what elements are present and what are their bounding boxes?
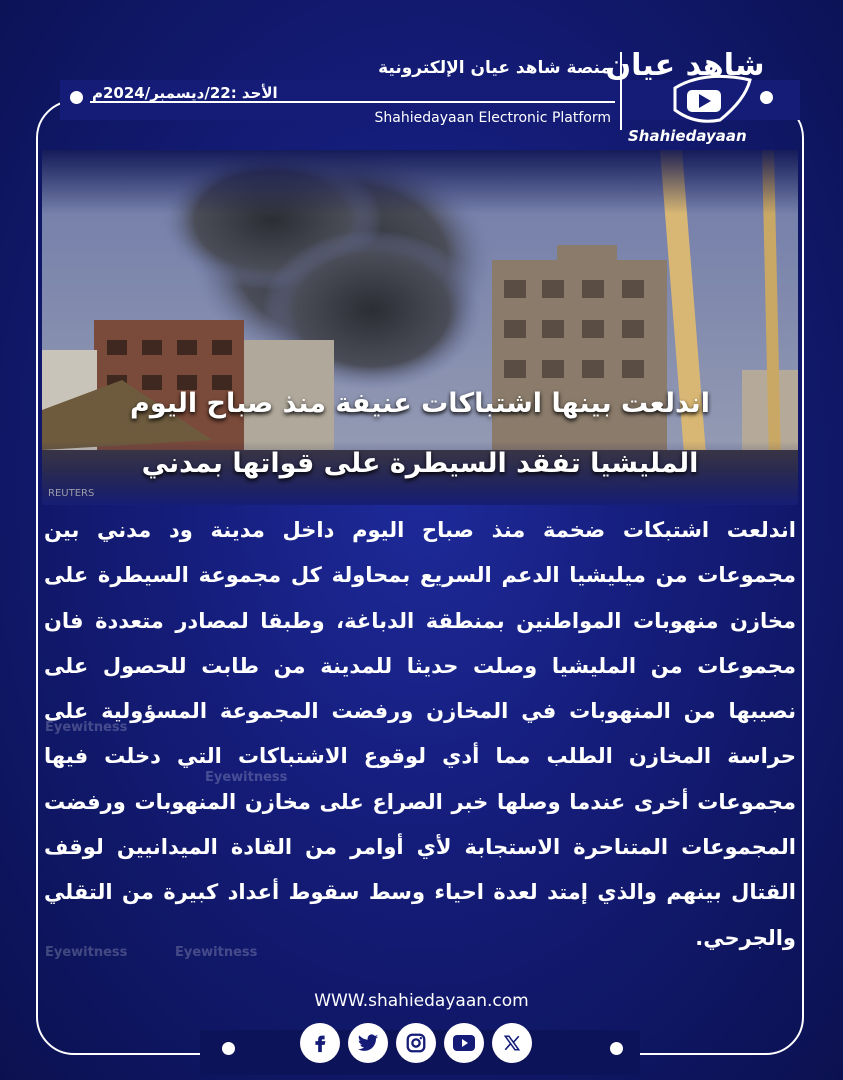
article-body: اندلعت اشتبكات ضخمة منذ صباح اليوم داخل مدينة ود مدني بين مجموعات من ميليشيا الدعم السريع بمحاولة كل مجموعة السيطرة على مخازن منهوبات المواطنين بمنطقة الدباغة، وطبقا لمصادر متعددة فان مجموعات من المليشيا وصلت حديثا للمدينة من طابت للحصول على نصيبها من المنهوبات في المخازن ورفضت المجموعة المسؤولية على حراسة المخازن الطلب مما أدي لوقوع الاشتباكات التي دخلت فيها مجموعات أخرى عندما وصلها خبر الصراع على مخازن المنهوبات ورفضت المجموعات المتناحرة الاستجابة لأي أوامر من القادة الميدانيين لوقف القتال بينهم والذي إمتد لعدة احياء وسط سقوط أعداد كبيرة من التقلي والجرحي. [44,518,796,950]
decor-dot [222,1042,235,1055]
watermark: Eyewitness [175,945,258,960]
decor-dot [70,91,83,104]
twitter-icon[interactable] [348,1023,388,1063]
headline-line-1: اندلعت بينها اشتباكات عنيفة منذ صباح اليوم [130,388,710,419]
headline-line-2: المليشيا تفقد السيطرة على قواتها بمدني [141,448,699,479]
logo-wordmark: Shahiedayaan [628,127,747,145]
decor-dot [760,91,773,104]
instagram-icon[interactable] [396,1023,436,1063]
decor-dot [610,1042,623,1055]
watermark: Eyewitness [205,770,288,785]
facebook-icon[interactable] [300,1023,340,1063]
publish-date: الأحد :22/ديسمبر/2024م [92,84,278,102]
platform-name-en: Shahiedayaan Electronic Platform [374,110,611,126]
shahiedayaan-logo [605,30,765,140]
watermark: Eyewitness [45,720,128,735]
youtube-icon[interactable] [444,1023,484,1063]
watermark: Eyewitness [45,945,128,960]
photo-credit: REUTERS [48,488,95,499]
x-icon[interactable] [492,1023,532,1063]
social-links [300,1023,532,1063]
platform-name-ar: منصة شاهد عيان الإلكترونية [378,58,611,78]
logo-text-ar: شاهد عيان [605,48,765,83]
website-url[interactable]: WWW.shahiedayaan.com [314,991,529,1011]
